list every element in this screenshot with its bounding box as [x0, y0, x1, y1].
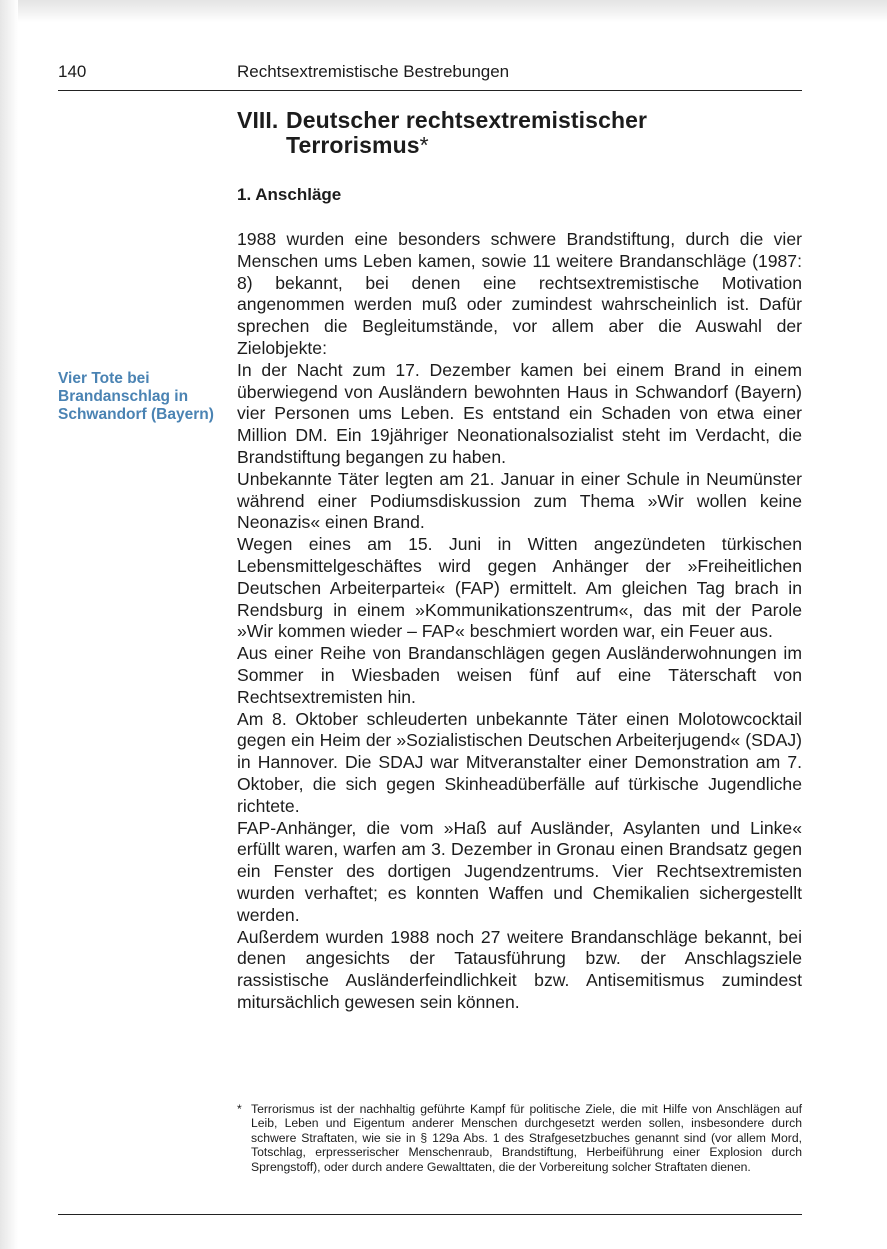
page-number: 140: [58, 62, 87, 81]
chapter-title-line-2: Terrorismus: [286, 132, 420, 158]
chapter-number: VIII.: [237, 107, 279, 133]
paragraph: 1988 wurden eine besonders schwere Brandstiftung, durch die vier Menschen ums Leben kamen, sowie 11 weitere Brandanschläge (1987: 8) bekannt, bei denen eine rechtsextremistische Motivation angenommen werden muß oder zumindest wahrscheinlich ist. Dafür sprechen die Begleitumstände, vor allem aber die Auswahl der Zielobjekte:: [237, 229, 802, 358]
footer-rule: [58, 1214, 802, 1215]
paragraph: Am 8. Oktober schleuderten unbekannte Täter einen Molotowcocktail gegen ein Heim der »Sozialistischen Deutschen Arbeiterjugend« (SDAJ) in Hannover. Die SDAJ war Mitveranstalter einer Demonstration am 7. Oktober, die sich gegen Skinheadüberfälle auf türkische Jugendliche richtete.: [237, 708, 802, 816]
paragraph: FAP-Anhänger, die vom »Haß auf Ausländer, Asylanten und Linke« erfüllt waren, warfen am 3. Dezember in Gronau einen Brandsatz gegen ein Fenster des dortigen Jugendzentrums. Vier Rechtsextremisten wurden verhaftet; es konnten Waffen und Chemikalien sichergestellt werden.: [237, 817, 802, 925]
footnote: [237, 1102, 802, 1174]
chapter-title: [237, 108, 802, 158]
running-head: Rechtsextremistische Bestrebungen: [237, 62, 510, 81]
margin-note: Vier Tote bei Brandanschlag in Schwandorf (Bayern): [58, 370, 214, 423]
body-text: [237, 229, 802, 1014]
chapter-title-line-1: Deutscher rechtsextremistischer: [286, 107, 648, 133]
footnote-mark: *: [237, 1102, 242, 1116]
paragraph: In der Nacht zum 17. Dezember kamen bei einem Brand in einem überwiegend von Ausländern bewohnten Haus in Schwandorf (Bayern) vier Personen ums Leben. Es entstand ein Schaden von etwa einer Million DM. Ein 19jähriger Neonationalsozialist steht im Verdacht, die Brandstiftung begangen zu haben.: [237, 359, 802, 467]
scan-edge-left: [0, 0, 18, 1249]
section-title: 1. Anschläge: [237, 185, 342, 204]
paragraph: Unbekannte Täter legten am 21. Januar in einer Schule in Neumünster während einer Podiumsdiskussion zum Thema »Wir wollen keine Neonazis« einen Brand.: [237, 468, 802, 533]
footnote-text: Terrorismus ist der nachhaltig geführte Kampf für politische Ziele, die mit Hilfe von Anschlägen auf Leib, Leben und Eigentum anderer Menschen durchgesetzt werden sollen, insbesondere durch schwere Straftaten, wie sie in § 129a Abs. 1 des Strafgesetzbuches genannt sind (vor allem Mord, Totschlag, erpresserischer Menschenraub, Brandstiftung, Herbeiführung einer Explosion durch Sprengstoff), oder durch andere Gewalttaten, die der Vorbereitung solcher Straftaten dienen.: [251, 1102, 802, 1174]
paragraph: Außerdem wurden 1988 noch 27 weitere Brandanschläge bekannt, bei denen angesichts der Tatausführung bzw. der Anschlagsziele rassistische Ausländerfeindlichkeit bzw. Antisemitismus zumindest mitursächlich gewesen sein können.: [237, 926, 802, 1012]
scan-edge-top: [0, 0, 887, 22]
paragraph: Aus einer Reihe von Brandanschlägen gegen Ausländerwohnungen im Sommer in Wiesbaden weisen fünf auf eine Täterschaft von Rechtsextremisten hin.: [237, 643, 802, 707]
paragraph: Wegen eines am 15. Juni in Witten angezündeten türkischen Lebensmittelgeschäftes wird gegen Anhänger der »Freiheitlichen Deutschen Arbeiterpartei« (FAP) ermittelt. Am gleichen Tag brach in Rendsburg in einem »Kommunikationszentrum«, das mit der Parole »Wir kommen wieder – FAP« beschmiert worden war, ein Feuer aus.: [237, 534, 802, 642]
header-rule: [58, 90, 802, 91]
chapter-footnote-mark: *: [419, 132, 429, 158]
